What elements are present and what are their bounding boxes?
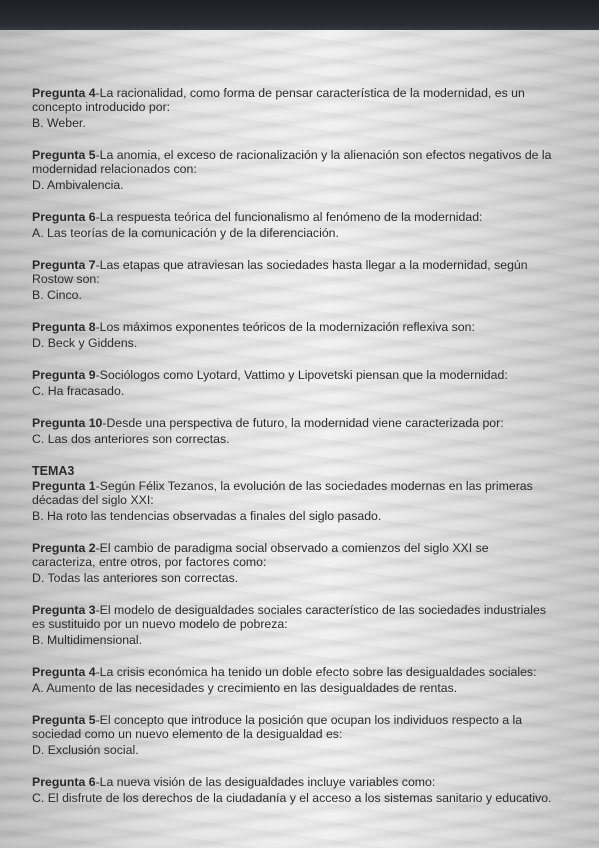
- document-page: [0, 30, 599, 848]
- question-item: [32, 416, 552, 446]
- question-label: Pregunta 8: [32, 320, 96, 334]
- question-body: -El modelo de desigualdades sociales característico de las sociedades industriales es sustituido por un nuevo modelo de pobreza:: [32, 603, 547, 631]
- question-answer: B. Weber.: [32, 116, 86, 130]
- question-label: Pregunta 6: [32, 775, 96, 789]
- question-body: -Sociólogos como Lyotard, Vattimo y Lipovetski piensan que la modernidad:: [95, 368, 508, 382]
- question-text: [32, 368, 552, 382]
- section-title: TEMA3: [32, 464, 75, 478]
- question-item: [32, 86, 552, 130]
- question-label: Pregunta 4: [32, 665, 96, 679]
- question-item: [32, 258, 552, 302]
- question-text: [32, 320, 552, 334]
- question-item: [32, 665, 552, 695]
- question-text: [32, 713, 552, 741]
- question-answer: C. Ha fracasado.: [32, 384, 125, 398]
- question-label: Pregunta 2: [32, 541, 96, 555]
- question-label: Pregunta 10: [32, 416, 103, 430]
- question-item: [32, 320, 552, 350]
- question-body: -La crisis económica ha tenido un doble efecto sobre las desigualdades sociales:: [95, 665, 537, 679]
- question-label: Pregunta 4: [32, 86, 96, 100]
- question-answer: D. Todas las anteriores son correctas.: [32, 571, 239, 585]
- question-item: [32, 479, 552, 523]
- question-text: [32, 148, 552, 176]
- question-text: [32, 603, 552, 631]
- question-answer: C. Las dos anteriores son correctas.: [32, 432, 230, 446]
- question-label: Pregunta 5: [32, 713, 96, 727]
- question-label: Pregunta 6: [32, 210, 96, 224]
- question-text: [32, 210, 552, 224]
- question-body: -Desde una perspectiva de futuro, la modernidad viene caracterizada por:: [102, 416, 504, 430]
- question-label: Pregunta 3: [32, 603, 96, 617]
- question-answer: B. Ha roto las tendencias observadas a finales del siglo pasado.: [32, 509, 382, 523]
- question-label: Pregunta 1: [32, 479, 96, 493]
- question-text: [32, 775, 552, 789]
- question-item: [32, 713, 552, 757]
- question-text: [32, 665, 552, 679]
- question-text: [32, 479, 552, 507]
- question-body: -La respuesta teórica del funcionalismo al fenómeno de la modernidad:: [95, 210, 483, 224]
- question-item: [32, 368, 552, 398]
- question-body: -Según Félix Tezanos, la evolución de las sociedades modernas en las primeras décadas del siglo XXI:: [32, 479, 533, 507]
- question-answer: B. Cinco.: [32, 288, 82, 302]
- question-body: -Las etapas que atraviesan las sociedades hasta llegar a la modernidad, según Rostow son:: [32, 258, 528, 286]
- question-answer: D. Ambivalencia.: [32, 178, 124, 192]
- question-body: -El cambio de paradigma social observado a comienzos del siglo XXI se caracteriza, entre otros, por factores como:: [32, 541, 489, 569]
- question-text: [32, 258, 552, 286]
- question-item: [32, 210, 552, 240]
- question-answer: D. Exclusión social.: [32, 743, 139, 757]
- question-body: -La racionalidad, como forma de pensar característica de la modernidad, es un concepto introducido por:: [32, 86, 525, 114]
- question-answer: A. Aumento de las necesidades y crecimiento en las desigualdades de rentas.: [32, 681, 458, 695]
- question-answer: A. Las teorías de la comunicación y de la diferenciación.: [32, 226, 339, 240]
- question-answer: B. Multidimensional.: [32, 633, 143, 647]
- question-label: Pregunta 7: [32, 258, 96, 272]
- question-body: -El concepto que introduce la posición que ocupan los individuos respecto a la sociedad como un nuevo elemento de la desigualdad es:: [32, 713, 523, 741]
- question-text: [32, 86, 552, 114]
- question-item: [32, 148, 552, 192]
- question-answer: D. Beck y Giddens.: [32, 336, 138, 350]
- question-list: [32, 86, 552, 823]
- question-label: Pregunta 5: [32, 148, 96, 162]
- question-item: [32, 775, 552, 805]
- question-text: [32, 541, 552, 569]
- question-item: [32, 603, 552, 647]
- question-text: [32, 416, 552, 430]
- question-body: -Los máximos exponentes teóricos de la modernización reflexiva son:: [95, 320, 475, 334]
- question-label: Pregunta 9: [32, 368, 96, 382]
- question-answer: C. El disfrute de los derechos de la ciudadanía y el acceso a los sistemas sanitario y educativo.: [32, 791, 552, 805]
- question-body: -La nueva visión de las desigualdades incluye variables como:: [95, 775, 436, 789]
- question-body: -La anomia, el exceso de racionalización y la alienación son efectos negativos de la modernidad relacionados con:: [32, 148, 552, 176]
- question-item: [32, 541, 552, 585]
